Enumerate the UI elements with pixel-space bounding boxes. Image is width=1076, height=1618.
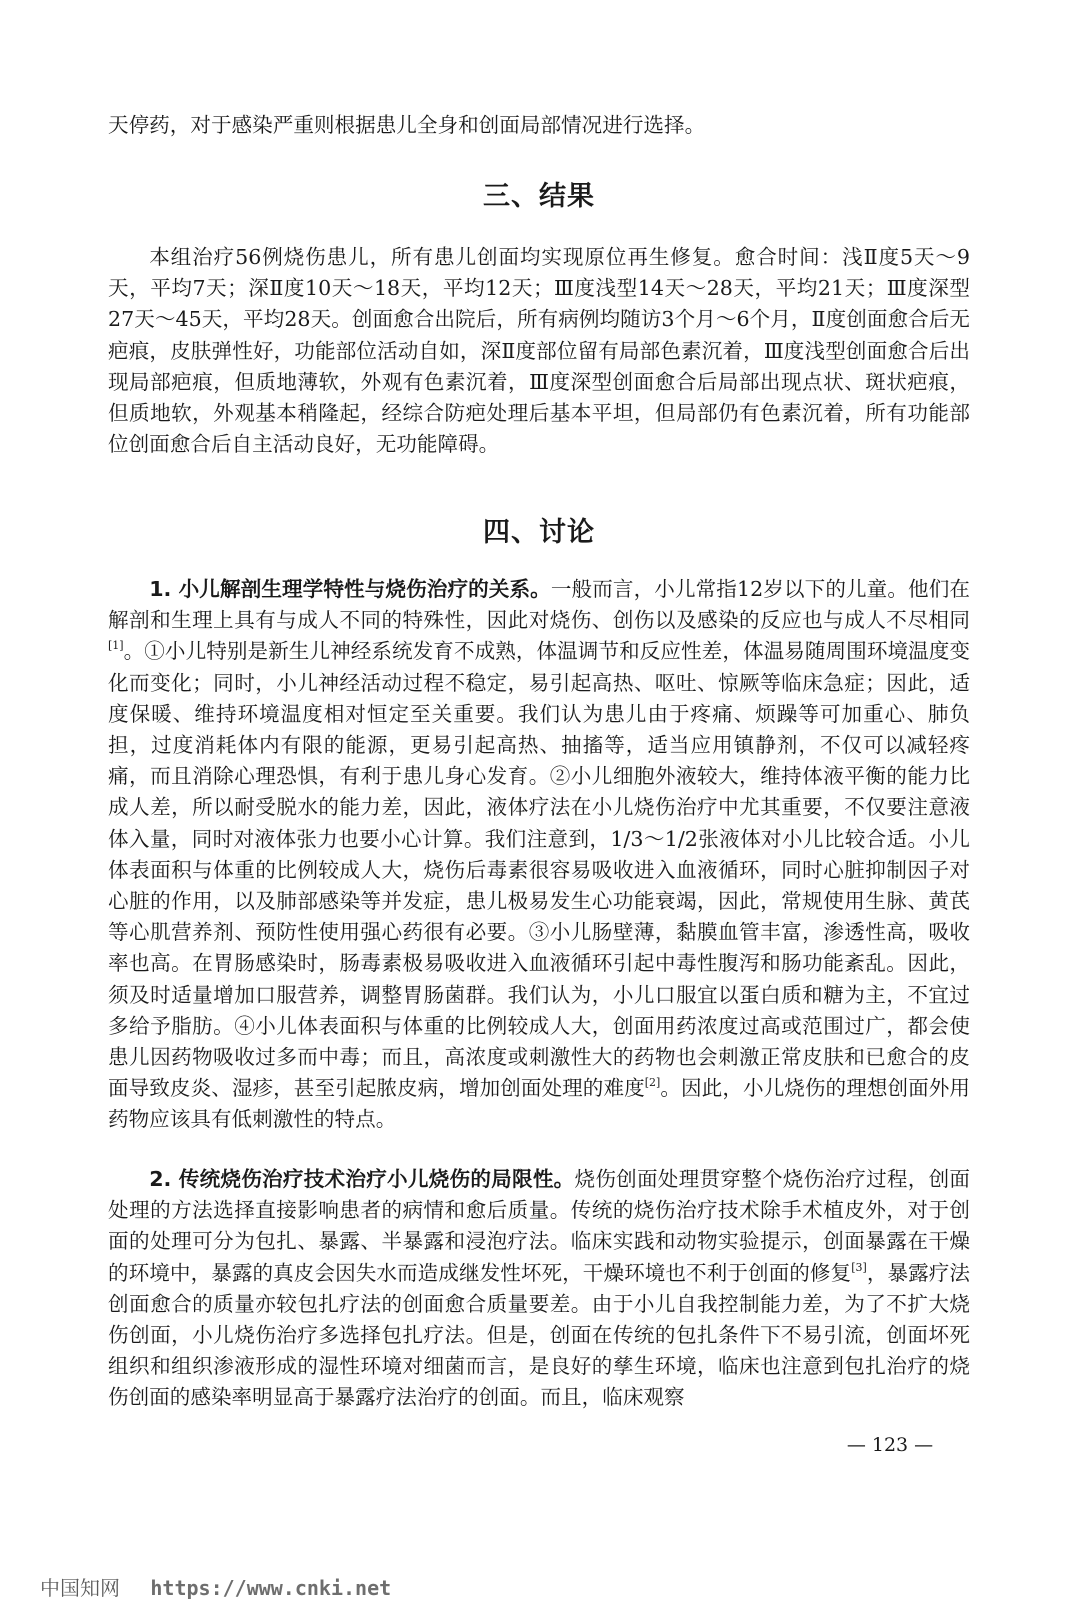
section-heading-discussion: 四、讨论	[483, 517, 595, 548]
citation-ref-2: [2]	[644, 1076, 661, 1090]
footer-site-name: 中国知网	[40, 1576, 120, 1600]
citation-ref-3: [3]	[851, 1260, 867, 1274]
footer-url: https://www.cnki.net	[150, 1576, 392, 1600]
paragraph-results: 本组治疗56例烧伤患儿，所有患儿创面均实现原位再生修复。愈合时间：浅Ⅱ度5天～9天，平均7天；深Ⅱ度10天～18天，平均12天；Ⅲ度浅型14天～28天，平均21天；Ⅲ度深型27天～45天，平均28天。创面愈合出院后，所有病例均随访3个月～6个月，Ⅱ度创面愈合后无疤痕，皮肤弹性好，功能部位活动自如，深Ⅱ度部位留有局部色素沉着，Ⅲ度浅型创面愈合后出现局部疤痕，但质地薄软，外观有色素沉着，Ⅲ度深型创面愈合后局部出现点状、斑状疤痕，但质地软，外观基本稍隆起，经综合防疤处理后基本平坦，但局部仍有色素沉着，所有功能部位创面愈合后自主活动良好，无功能障碍。	[108, 245, 970, 457]
discussion-1-text-b: 。①小儿特别是新生儿神经系统发育不成熟，体温调节和反应性差，体温易随周围环境温度变化而变化；同时，小儿神经活动过程不稳定，易引起高热、呕吐、惊厥等临床急症；因此，适度保暖、维持环境温度相对恒定至关重要。我们认为患儿由于疼痛、烦躁等可加重心、肺负担，过度消耗体内有限的能源，更易引起高热、抽搐等，适当应用镇静剂，不仅可以减轻疼痛，而且消除心理恐惧，有利于患儿身心发育。②小儿细胞外液较大，维持体液平衡的能力比成人差，所以耐受脱水的能力差，因此，液体疗法在小儿烧伤治疗中尤其重要，不仅要注意液体入量，同时对液体张力也要小心计算。我们注意到，1/3～1/2张液体对小儿比较合适。小儿体表面积与体重的比例较成人大，烧伤后毒素很容易吸收进入血液循环，同时心脏抑制因子对心脏的作用，以及肺部感染等并发症，患儿极易发生心功能衰竭，因此，常规使用生脉、黄芪等心肌营养剂、预防性使用强心药很有必要。③小儿肠壁薄，黏膜血管丰富，渗透性高，吸收率也高。在胃肠感染时，肠毒素极易吸收进入血液循环引起中毒性腹泻和肠功能紊乱。因此，须及时适量增加口服营养，调整胃肠菌群。我们认为，小儿口服宜以蛋白质和糖为主，不宜过多给予脂肪。④小儿体表面积与体重的比例较成人大，创面用药浓度过高或范围过广，都会使患儿因药物吸收过多而中毒；而且，高浓度或刺激性大的药物也会刺激正常皮肤和已愈合的皮面导致皮炎、湿疹，甚至引起脓皮病，增加创面处理的难度	[108, 639, 970, 1101]
discussion-1-text-c: 。因此，小儿烧伤的理想创面外用药物应该具有低刺激性的特点。	[108, 1076, 971, 1132]
discussion-1-text-a: 一般而言，小儿常指12岁以下的儿童。他们在解剖和生理上具有与成人不同的特殊性，因此对烧伤、创伤以及感染的反应也与成人不尽相同	[108, 577, 970, 633]
citation-ref-1: [1]	[108, 639, 124, 653]
paragraph-discussion-1	[108, 574, 970, 1136]
discussion-2-text-b: ，暴露疗法创面愈合的质量亦较包扎疗法的创面愈合质量要差。由于小儿自我控制能力差，为了不扩大烧伤创面，小儿烧伤治疗多选择包扎疗法。但是，创面在传统的包扎条件下不易引流，创面坏死组织和组织渗液形成的湿性环境对细菌而言，是良好的孳生环境，临床也注意到包扎治疗的烧伤创面的感染率明显高于暴露疗法治疗的创面。而且，临床观察	[108, 1260, 971, 1410]
paragraph-intro-tail: 天停药，对于感染严重则根据患儿全身和创面局部情况进行选择。	[108, 113, 706, 137]
page-number: — 123 —	[846, 1434, 934, 1456]
section-heading-results: 三、结果	[483, 181, 595, 212]
subheading-discussion-2: 2. 传统烧伤治疗技术治疗小儿烧伤的局限性。	[149, 1167, 575, 1191]
subheading-discussion-1: 1. 小儿解剖生理学特性与烧伤治疗的关系。	[149, 577, 551, 601]
paragraph-discussion-2	[108, 1164, 970, 1414]
discussion-2-text-a: 烧伤创面处理贯穿整个烧伤治疗过程，创面处理的方法选择直接影响患者的病情和愈后质量。传统的烧伤治疗技术除手术植皮外，对于创面的处理可分为包扎、暴露、半暴露和浸泡疗法。临床实践和动物实验提示，创面暴露在干燥的环境中，暴露的真皮会因失水而造成继发性坏死，干燥环境也不利于创面的修复	[108, 1167, 970, 1285]
footer-watermark	[40, 1572, 391, 1601]
